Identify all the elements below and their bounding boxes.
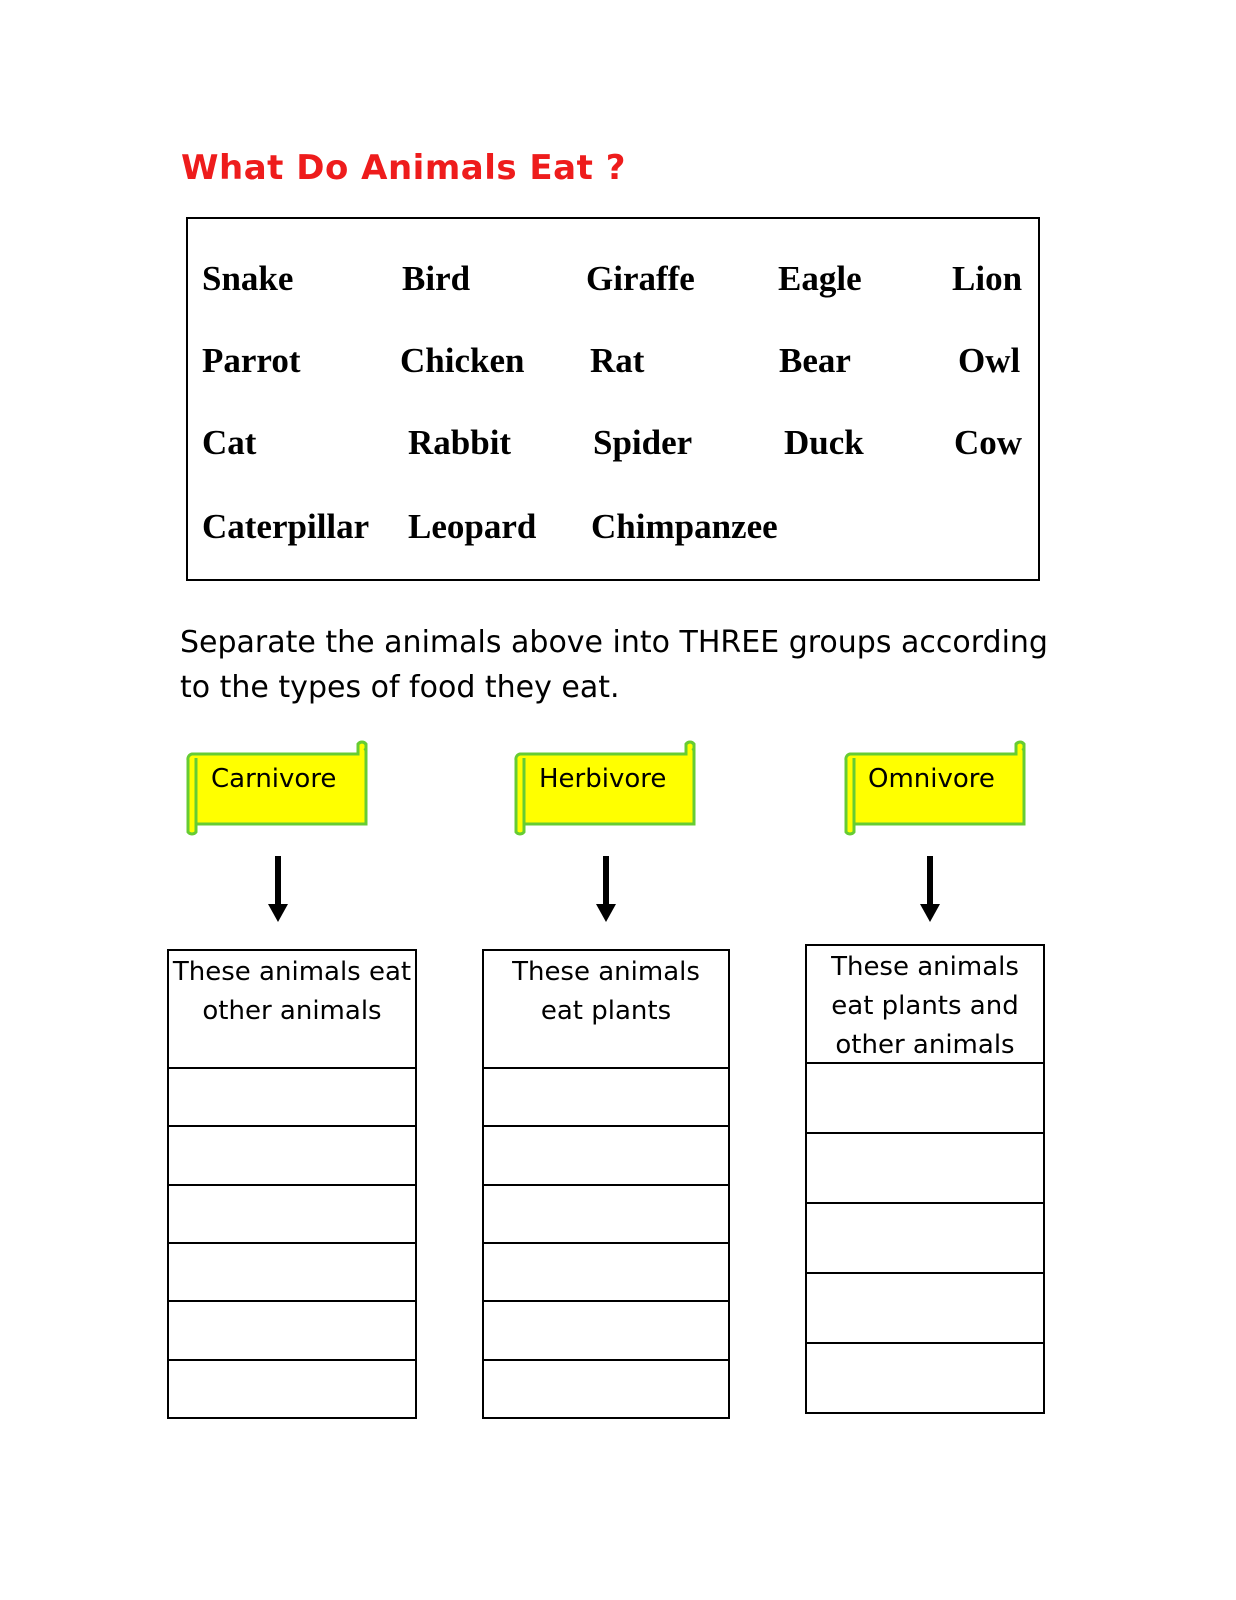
answer-row[interactable] xyxy=(484,1302,728,1360)
answer-row[interactable] xyxy=(169,1361,415,1417)
answer-row[interactable] xyxy=(807,1064,1043,1134)
group-answer-table xyxy=(167,949,417,1419)
answer-row[interactable] xyxy=(484,1244,728,1302)
group-label: Omnivore xyxy=(868,764,995,794)
animal-word: Giraffe xyxy=(586,259,695,298)
animal-word: Spider xyxy=(593,423,693,462)
group-description: These animals eat plants xyxy=(484,951,728,1069)
animal-word: Rat xyxy=(590,341,645,380)
animal-word: Rabbit xyxy=(408,423,512,462)
arrow-down-icon xyxy=(266,856,290,924)
group-label: Carnivore xyxy=(211,764,337,794)
animal-word: Duck xyxy=(784,423,864,462)
animal-word: Bird xyxy=(402,259,471,298)
animal-word: Owl xyxy=(958,341,1021,380)
group-answer-table xyxy=(482,949,730,1419)
instruction-text: Separate the animals above into THREE groups according to the types of food they eat. xyxy=(180,625,1048,705)
group-label: Herbivore xyxy=(539,764,667,794)
animal-word: Bear xyxy=(779,341,851,380)
animal-word: Leopard xyxy=(408,507,537,546)
answer-row[interactable] xyxy=(169,1069,415,1127)
page-title: What Do Animals Eat ? xyxy=(181,148,626,188)
answer-row[interactable] xyxy=(484,1361,728,1417)
group-description: These animals eat other animals xyxy=(169,951,415,1069)
answer-row[interactable] xyxy=(484,1186,728,1244)
group-answer-table xyxy=(805,944,1045,1414)
arrow-down-icon xyxy=(594,856,618,924)
answer-row[interactable] xyxy=(169,1127,415,1185)
answer-row[interactable] xyxy=(484,1069,728,1127)
animal-word: Cat xyxy=(202,423,257,462)
animal-word: Chimpanzee xyxy=(591,507,778,546)
answer-row[interactable] xyxy=(807,1344,1043,1412)
animal-word: Chicken xyxy=(400,341,525,380)
animal-word: Eagle xyxy=(778,259,862,298)
answer-row[interactable] xyxy=(807,1134,1043,1204)
group-description: These animals eat plants and other animals xyxy=(807,946,1043,1064)
animal-word: Parrot xyxy=(202,341,301,380)
animal-word: Lion xyxy=(952,259,1023,298)
animal-word: Snake xyxy=(202,259,294,298)
arrow-down-icon xyxy=(918,856,942,924)
animal-word-bank xyxy=(186,217,1040,581)
answer-row[interactable] xyxy=(169,1186,415,1244)
animal-word: Cow xyxy=(954,423,1023,462)
answer-row[interactable] xyxy=(807,1204,1043,1274)
animal-word: Caterpillar xyxy=(202,507,370,546)
answer-row[interactable] xyxy=(807,1274,1043,1344)
answer-row[interactable] xyxy=(169,1302,415,1360)
answer-row[interactable] xyxy=(484,1127,728,1185)
answer-row[interactable] xyxy=(169,1244,415,1302)
